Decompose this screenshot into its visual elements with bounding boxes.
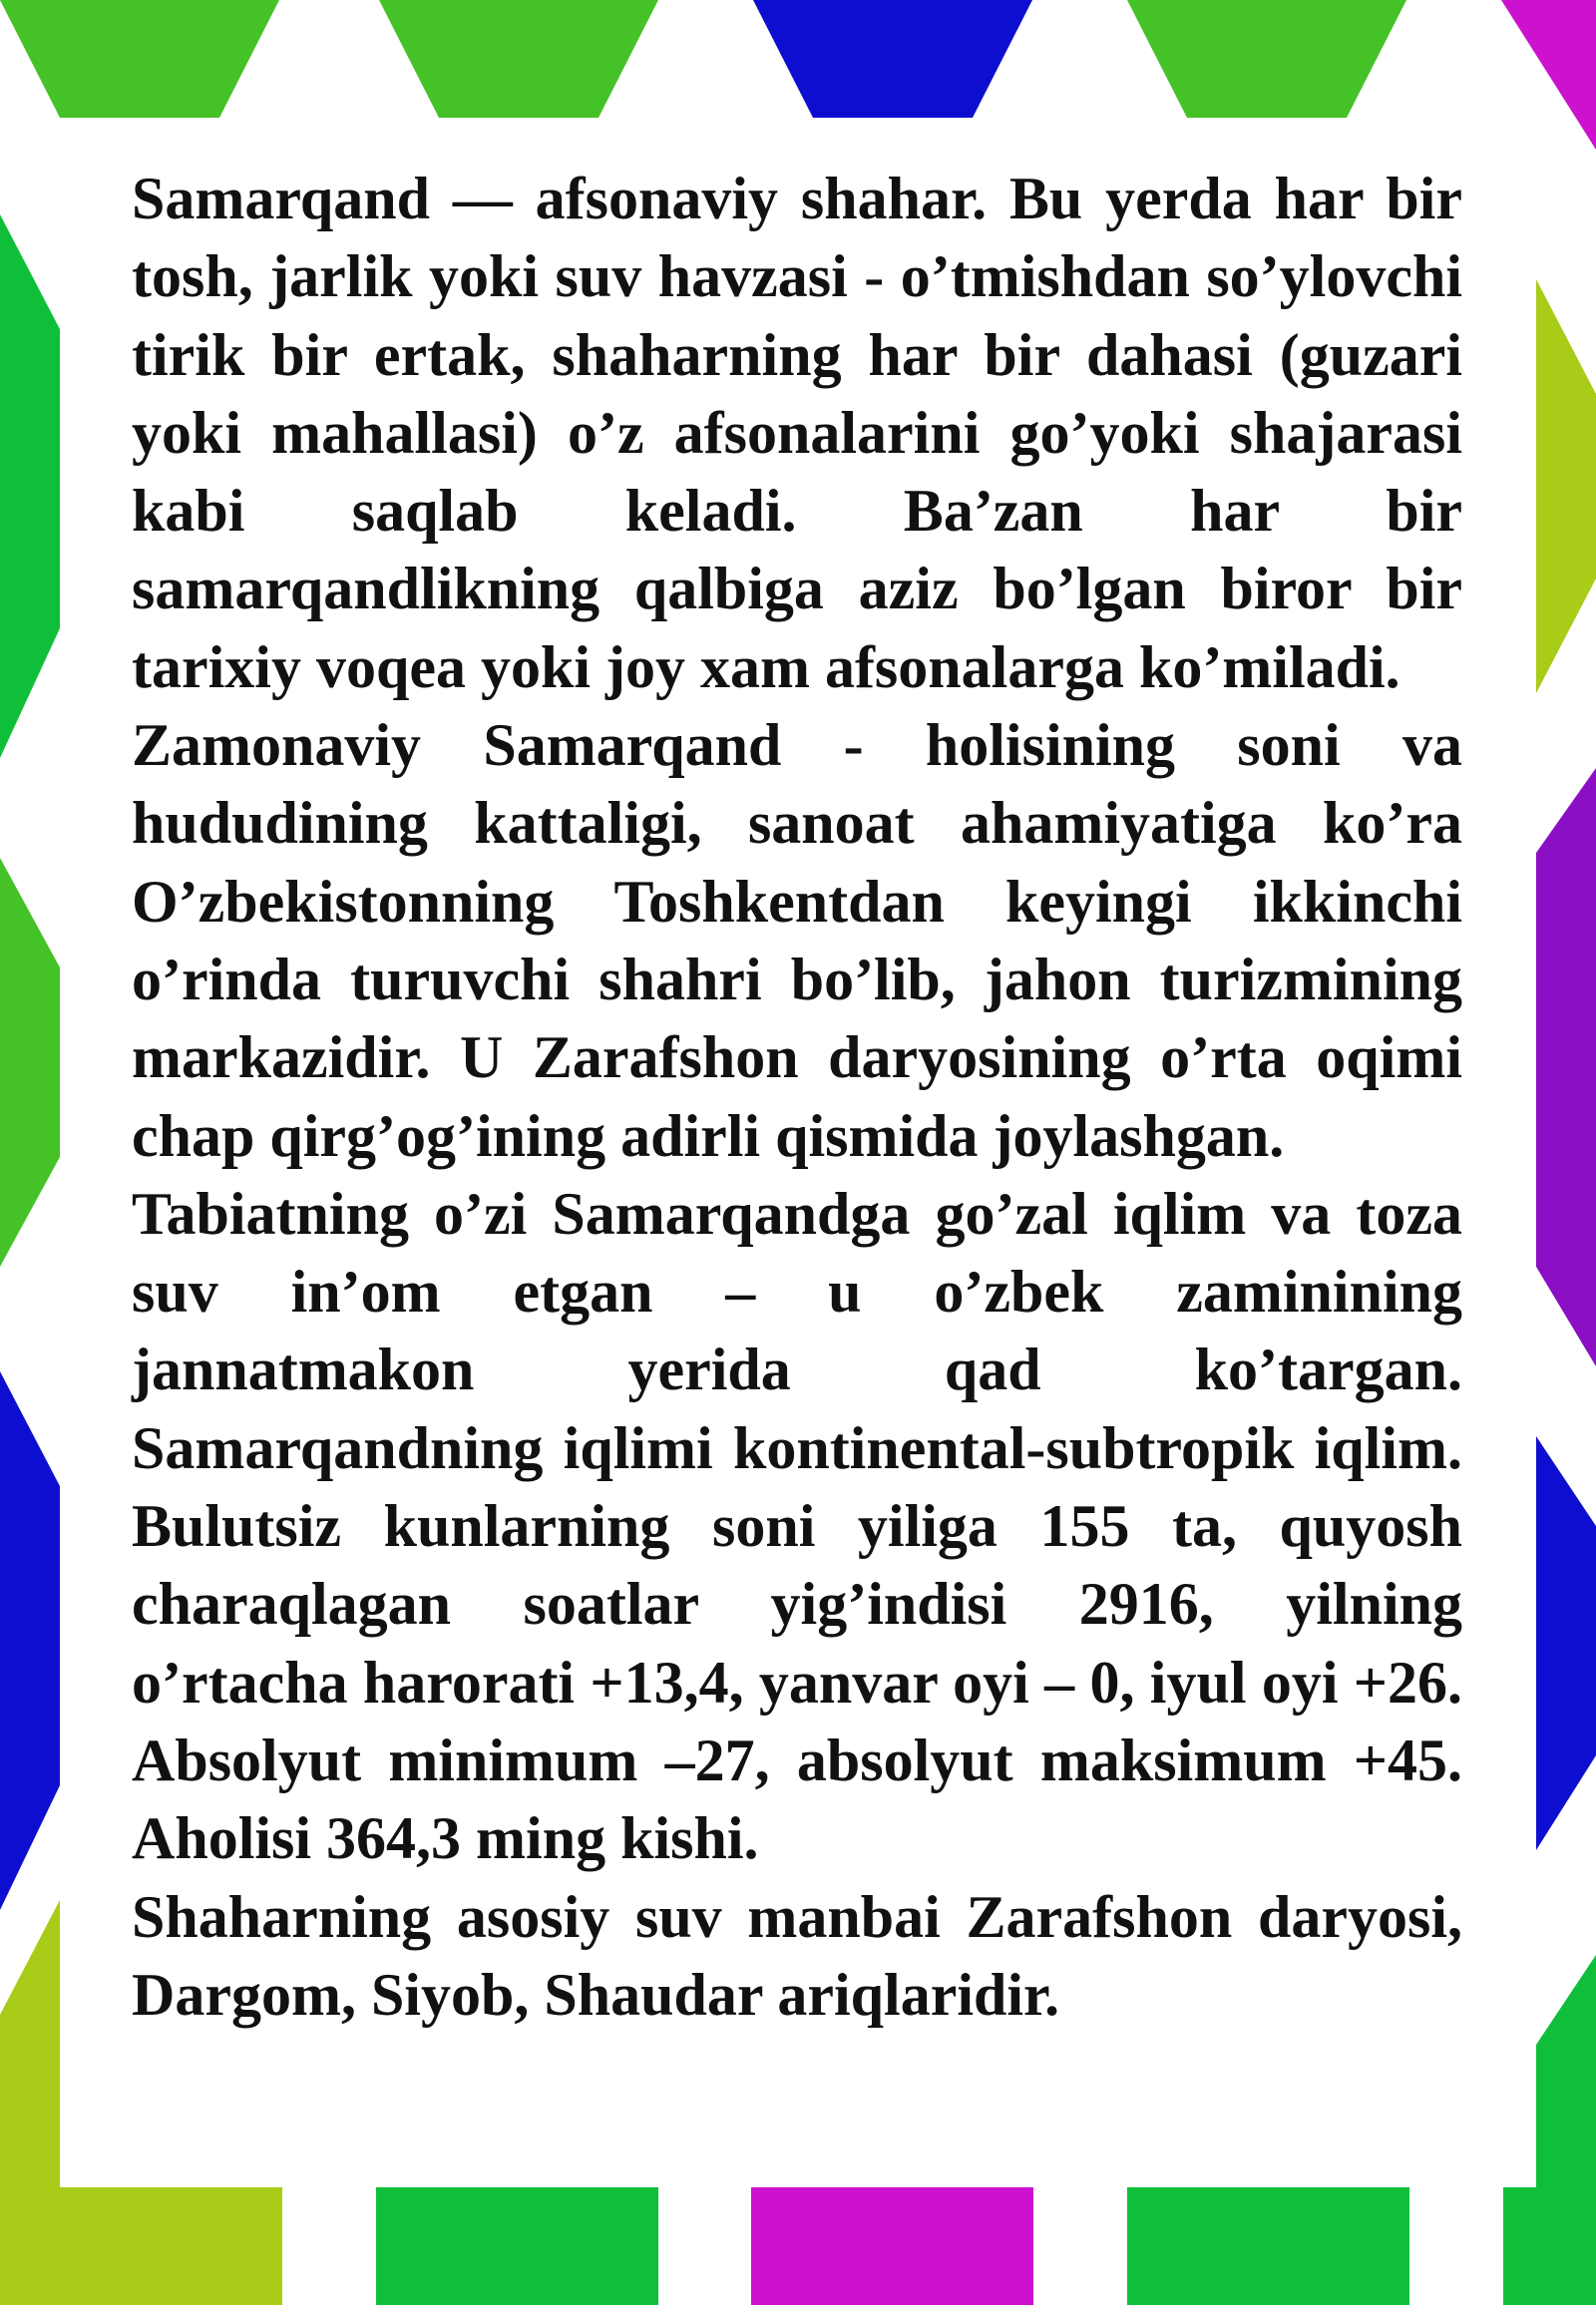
document-body bbox=[132, 160, 1462, 2034]
right-blue-shape bbox=[1536, 1436, 1596, 1850]
paragraph-1: Samarqand — afsonaviy shahar. Bu yerda har bir tosh, jarlik yoki suv havzasi - o’tmishdan so’ylovchi tirik bir ertak, shaharning har bir dahasi (guzari yoki mahallasi) o’z afsonalarini go’yoki shajarasi kabi saqlab keladi. Ba’zan har bir samarqandlikning qalbiga aziz bo’lgan biror bir tarixiy voqea yoki joy xam afsonalarga ko’miladi. bbox=[132, 166, 1462, 700]
left-green-shape-2 bbox=[0, 858, 60, 1267]
top-green-shape bbox=[0, 0, 279, 118]
left-blue-shape bbox=[0, 1371, 60, 1910]
right-lime-shape bbox=[1536, 279, 1596, 693]
top-green-shape-2 bbox=[1127, 0, 1406, 118]
bottom-lime-block bbox=[0, 2187, 282, 2305]
bottom-magenta-block bbox=[751, 2187, 1033, 2305]
right-purple-shape bbox=[1536, 768, 1596, 1366]
paragraph-2: Zamonaviy Samarqand - holisining soni va hududining kattaligi, sanoat ahamiyatiga ko’ra O’zbekistonning Toshkentdan keyingi ikkinchi o’rinda turuvchi shahri bo’lib, jahon turizmining markazidir. U Zarafshon daryosining o’rta oqimi chap qirg’og’ining adirli qismida joylashgan. bbox=[132, 712, 1462, 1169]
paragraph-3: Tabiatning o’zi Samarqandga go’zal iqlim va toza suv in’om etgan – u o’zbek zaminining jannatmakon yerida qad ko’targan. Samarqandning iqlimi kontinental-subtropik iqlim. Bulutsiz kunlarning soni yiliga 155 ta, quyosh charaqlagan soatlar yig’indisi 2916, yilning o’rtacha harorati +13,4, yanvar oyi – 0, iyul oyi +26. Absolyut minimum –27, absolyut maksimum +45. Aholisi 364,3 ming kishi. bbox=[132, 1180, 1462, 1872]
left-green-shape-1 bbox=[0, 214, 60, 758]
paragraph-4: Shaharning asosiy suv manbai Zarafshon daryosi, Dargom, Siyob, Shaudar ariqlaridir. bbox=[132, 1883, 1462, 2028]
top-lime-shape bbox=[379, 0, 658, 118]
bottom-green-block-2 bbox=[1127, 2187, 1409, 2305]
top-blue-shape bbox=[753, 0, 1032, 118]
bottom-green-block bbox=[376, 2187, 658, 2305]
bottom-green-block-3 bbox=[1503, 2187, 1596, 2305]
top-magenta-shape bbox=[1501, 0, 1596, 150]
